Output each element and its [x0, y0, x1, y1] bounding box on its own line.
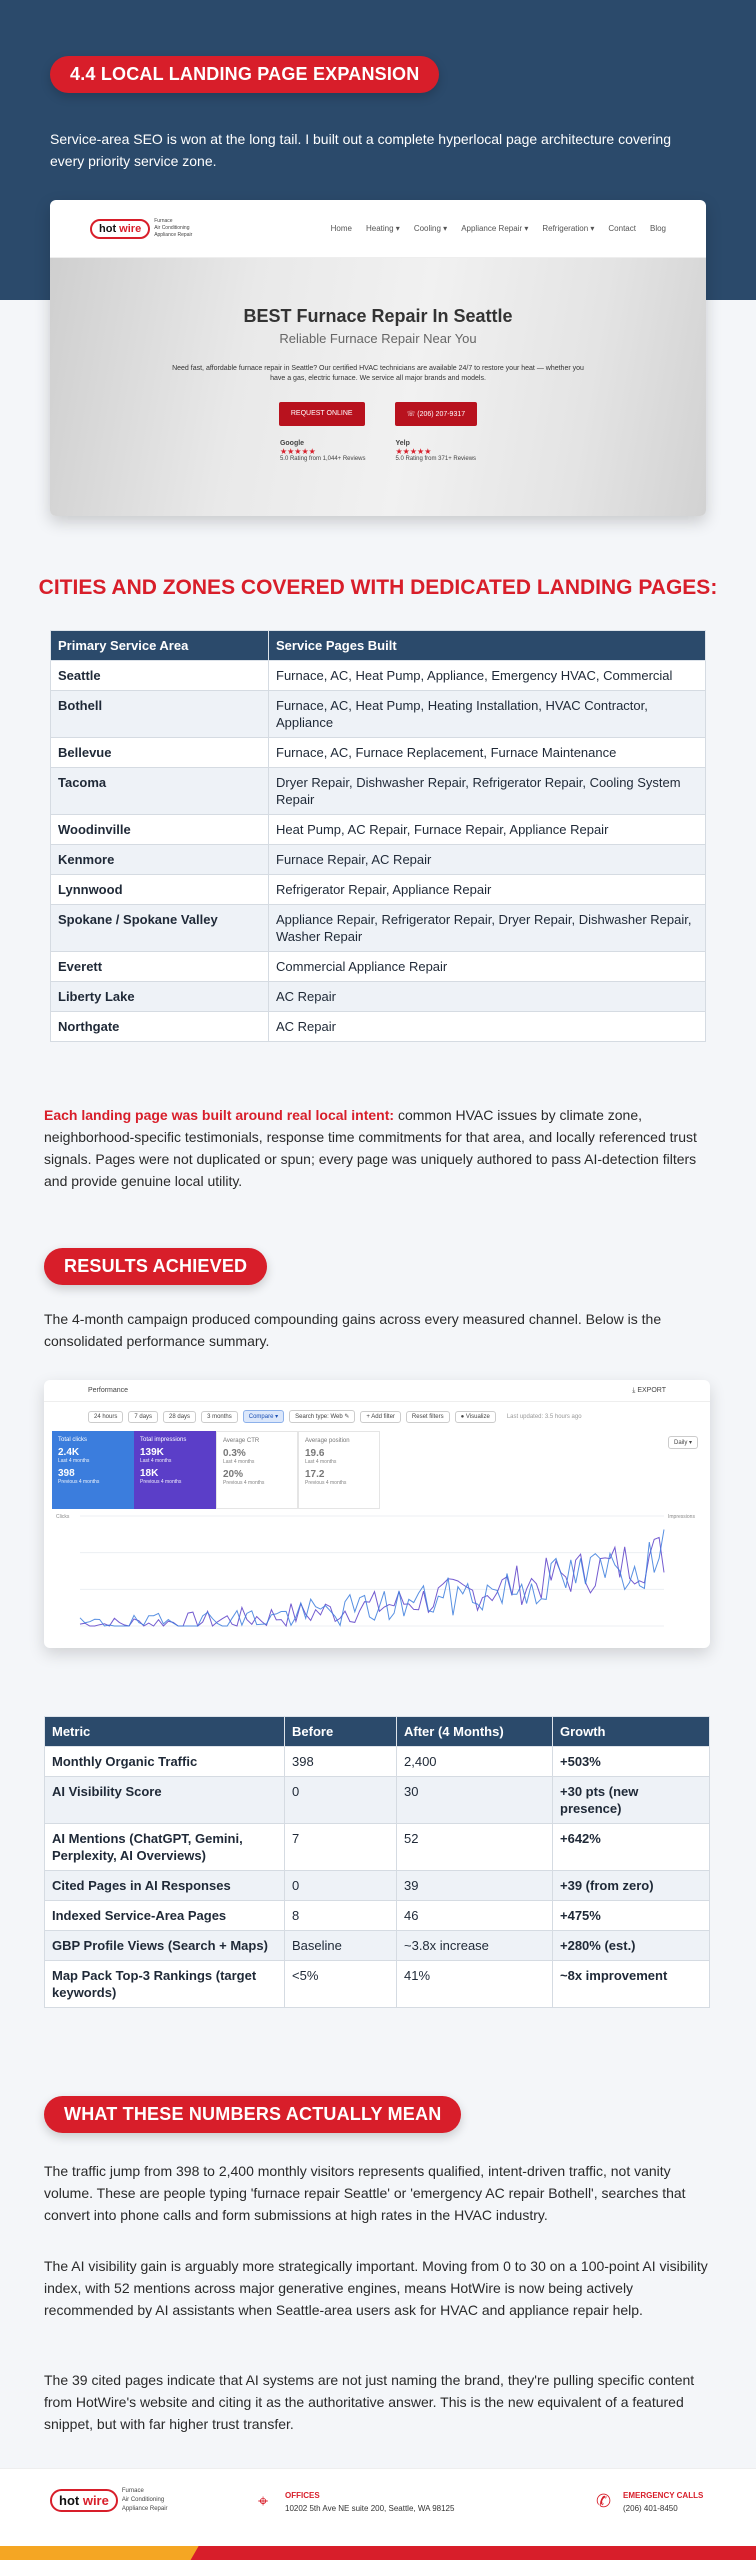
- table-row: [51, 691, 706, 738]
- service-pages-cell: Furnace, AC, Heat Pump, Heating Installation, HVAC Contractor, Appliance: [269, 691, 706, 738]
- landing-intent-note: Each landing page was built around real local intent: common HVAC issues by climate zone, neighborhood-specific testimonials, response time commitments for that area, and locally referenced trust signals. Pages were not duplicated or spun; every page was uniquely authored to pass AI-detection filters and provide genuine local utility.: [44, 1107, 697, 1189]
- logo-badge: hot wire: [90, 219, 150, 239]
- table-row: [51, 982, 706, 1012]
- growth-cell: +475%: [553, 1901, 710, 1931]
- table-row: [51, 1012, 706, 1042]
- before-cell: 8: [285, 1901, 397, 1931]
- table-row: [45, 1901, 710, 1931]
- site-nav-item[interactable]: Blog: [649, 224, 666, 233]
- cities-section-title: CITIES AND ZONES COVERED WITH DEDICATED LANDING PAGES:: [38, 576, 718, 599]
- metric-prev-value: 17.2: [305, 1469, 325, 1480]
- metric-prev-sub: Previous 4 months: [305, 1480, 347, 1486]
- site-hero-description: Need fast, affordable furnace repair in Seattle? Our certified HVAC technicians are available 24/7 to restore your heat — whether you have a gas, electric furnace. We service all major brands and models.: [172, 365, 584, 382]
- city-cell: Seattle: [51, 661, 269, 691]
- filter-chip[interactable]: 28 days: [163, 1411, 196, 1423]
- city-cell: Everett: [51, 952, 269, 982]
- growth-cell: +280% (est.): [553, 1931, 710, 1961]
- after-cell: 39: [397, 1871, 553, 1901]
- city-cell: Bothell: [51, 691, 269, 738]
- city-cell: Bellevue: [51, 738, 269, 768]
- before-cell: <5%: [285, 1961, 397, 2008]
- city-cell: Tacoma: [51, 768, 269, 815]
- filter-chip[interactable]: 3 months: [201, 1411, 238, 1423]
- site-nav-item[interactable]: Contact: [608, 224, 636, 233]
- metric-card[interactable]: [298, 1431, 380, 1509]
- before-cell: 0: [285, 1777, 397, 1824]
- call-phone-button[interactable]: ☏ (206) 207-9317: [395, 402, 478, 426]
- granularity-dropdown[interactable]: Daily ▾: [668, 1436, 698, 1449]
- filter-chip[interactable]: ● Visualize: [455, 1411, 496, 1423]
- footer-logo-badge: hot wire: [50, 2489, 118, 2512]
- site-hero-subtitle: Reliable Furnace Repair Near You: [279, 331, 477, 346]
- site-logo[interactable]: [90, 218, 192, 239]
- growth-cell: +39 (from zero): [553, 1871, 710, 1901]
- metric-label: Total impressions: [140, 1437, 187, 1443]
- metric-label: Average position: [305, 1438, 350, 1444]
- site-nav-item[interactable]: Heating ▾: [366, 224, 400, 233]
- metric-sub: Last 4 months: [140, 1458, 172, 1464]
- after-cell: 2,400: [397, 1747, 553, 1777]
- results-intro: The 4-month campaign produced compounding gains across every measured channel. Below is the consolidated performance summary.: [44, 1311, 662, 1349]
- performance-chart: [52, 1508, 702, 1638]
- clicks-line: [80, 1530, 664, 1627]
- site-nav-links: [331, 224, 666, 233]
- growth-cell: +503%: [553, 1747, 710, 1777]
- table-row: [45, 1824, 710, 1871]
- logo-tagline: Furnace Air Conditioning Appliance Repair: [154, 218, 193, 238]
- cities-header-area: Primary Service Area: [51, 631, 269, 661]
- metric-label: Average CTR: [223, 1438, 260, 1444]
- location-pin-icon: ⌖: [258, 2491, 269, 2511]
- phone-icon: ✆: [596, 2491, 612, 2511]
- table-row: [51, 815, 706, 845]
- metric-prev-sub: Previous 4 months: [140, 1479, 182, 1485]
- metric-value: 0.3%: [223, 1448, 246, 1459]
- metric-prev-value: 398: [58, 1468, 75, 1479]
- service-pages-cell: Appliance Repair, Refrigerator Repair, Dryer Repair, Dishwasher Repair, Washer Repair: [269, 905, 706, 952]
- table-row: [45, 1871, 710, 1901]
- footer: [0, 2468, 756, 2560]
- cities-table: [50, 630, 706, 1042]
- filter-chip[interactable]: Search type: Web ✎: [289, 1410, 355, 1423]
- service-pages-cell: Furnace, AC, Furnace Replacement, Furnace Maintenance: [269, 738, 706, 768]
- yelp-stars: ★★★★★: [395, 447, 432, 456]
- metric-prev-sub: Previous 4 months: [223, 1480, 265, 1486]
- service-pages-cell: Commercial Appliance Repair: [269, 952, 706, 982]
- before-cell: 0: [285, 1871, 397, 1901]
- section-pill-local-landing: 4.4 LOCAL LANDING PAGE EXPANSION: [50, 56, 439, 93]
- metric-cell: Cited Pages in AI Responses: [45, 1871, 285, 1901]
- service-pages-cell: Refrigerator Repair, Appliance Repair: [269, 875, 706, 905]
- section-pill-results: RESULTS ACHIEVED: [44, 1248, 267, 1285]
- meaning-paragraph-3: The 39 cited pages indicate that AI systems are not just naming the brand, they're pulling specific content from HotWire's website and citing it as the authoritative answer. This is the new equivalent of a featured snippet, but with far higher trust transfer.: [44, 2372, 695, 2432]
- table-row: [51, 661, 706, 691]
- service-pages-cell: AC Repair: [269, 1012, 706, 1042]
- filter-chip[interactable]: Compare ▾: [243, 1410, 284, 1423]
- after-cell: 41%: [397, 1961, 553, 2008]
- metrics-header-growth: Growth: [553, 1717, 710, 1747]
- section-intro: Service-area SEO is won at the long tail. I built out a complete hyperlocal page architecture covering every priority service zone.: [50, 131, 671, 169]
- before-cell: 398: [285, 1747, 397, 1777]
- filter-chip[interactable]: 7 days: [128, 1411, 158, 1423]
- after-cell: 52: [397, 1824, 553, 1871]
- metric-sub: Last 4 months: [305, 1459, 337, 1465]
- section-pill-meaning: WHAT THESE NUMBERS ACTUALLY MEAN: [44, 2096, 461, 2133]
- site-hero-title: BEST Furnace Repair In Seattle: [243, 306, 513, 326]
- metric-label: Total clicks: [58, 1437, 88, 1443]
- table-row: [45, 1747, 710, 1777]
- table-row: [51, 952, 706, 982]
- service-pages-cell: AC Repair: [269, 982, 706, 1012]
- site-hero: [50, 258, 706, 516]
- footer-logo[interactable]: [50, 2487, 168, 2514]
- site-nav-item[interactable]: Home: [330, 224, 352, 233]
- metric-prev-value: 18K: [140, 1468, 159, 1479]
- city-cell: Woodinville: [51, 815, 269, 845]
- city-cell: Spokane / Spokane Valley: [51, 905, 269, 952]
- metric-card[interactable]: [134, 1431, 216, 1509]
- y-axis-left-label: Clicks: [56, 1514, 70, 1520]
- city-cell: Liberty Lake: [51, 982, 269, 1012]
- site-nav-item[interactable]: Appliance Repair ▾: [461, 224, 529, 233]
- after-cell: 30: [397, 1777, 553, 1824]
- brand-wire: wire: [82, 2493, 109, 2508]
- metric-cell: Monthly Organic Traffic: [45, 1747, 285, 1777]
- after-cell: 46: [397, 1901, 553, 1931]
- growth-cell: +642%: [553, 1824, 710, 1871]
- service-pages-cell: Dryer Repair, Dishwasher Repair, Refrigerator Repair, Cooling System Repair: [269, 768, 706, 815]
- after-cell: ~3.8x increase: [397, 1931, 553, 1961]
- growth-cell: ~8x improvement: [553, 1961, 710, 2008]
- table-row: [45, 1931, 710, 1961]
- request-online-button[interactable]: REQUEST ONLINE: [279, 402, 365, 426]
- city-cell: Kenmore: [51, 845, 269, 875]
- metric-sub: Last 4 months: [223, 1459, 255, 1465]
- last-updated: Last updated: 3.5 hours ago: [506, 1413, 582, 1420]
- google-rating: Google ★★★★★ 5.0 Rating from 1,044+ Reviews: [279, 440, 366, 462]
- metric-cell: GBP Profile Views (Search + Maps): [45, 1931, 285, 1961]
- footer-offices: OFFICES 10202 5th Ave NE suite 200, Seattle, WA 98125: [285, 2491, 455, 2513]
- metric-card[interactable]: [216, 1431, 298, 1509]
- google-stars: ★★★★★: [279, 447, 316, 456]
- city-cell: Lynnwood: [51, 875, 269, 905]
- metric-value: 139K: [140, 1447, 164, 1458]
- before-cell: Baseline: [285, 1931, 397, 1961]
- meaning-paragraph-2: The AI visibility gain is arguably more strategically important. Moving from 0 to 30 on a 100-point AI visibility index, with 52 mentions across major generative engines, means HotWire is now being actively recommended by AI assistants when Seattle-area users ask for HVAC and appliance repair help.: [44, 2258, 708, 2318]
- metrics-header-metric: Metric: [45, 1717, 285, 1747]
- service-pages-cell: Furnace, AC, Heat Pump, Appliance, Emergency HVAC, Commercial: [269, 661, 706, 691]
- metric-cell: Map Pack Top-3 Rankings (target keywords): [45, 1961, 285, 2008]
- city-cell: Northgate: [51, 1012, 269, 1042]
- before-cell: 7: [285, 1824, 397, 1871]
- website-preview: [50, 200, 706, 516]
- service-pages-cell: Furnace Repair, AC Repair: [269, 845, 706, 875]
- y-axis-right-label: Impressions: [668, 1514, 695, 1520]
- filter-chip[interactable]: 24 hours: [88, 1411, 123, 1423]
- metric-value: 19.6: [305, 1448, 325, 1459]
- metric-prev-sub: Previous 4 months: [58, 1479, 100, 1485]
- metric-value: 2.4K: [58, 1447, 80, 1458]
- emergency-phone-link[interactable]: (206) 401-8450: [623, 2504, 678, 2513]
- site-nav-item[interactable]: Cooling ▾: [413, 224, 448, 233]
- meaning-paragraph-1: The traffic jump from 398 to 2,400 monthly visitors represents qualified, intent-driven traffic, not vanity volume. These are people typing 'furnace repair Seattle' or 'emergency AC repair Bothell', searches that convert into phone calls and form submissions at high rates in the HVAC industry.: [44, 2163, 686, 2223]
- metrics-header-before: Before: [285, 1717, 397, 1747]
- table-row: [45, 1961, 710, 2008]
- table-row: [51, 875, 706, 905]
- table-row: [45, 1777, 710, 1824]
- table-row: [51, 738, 706, 768]
- performance-metric-cards: [44, 1423, 710, 1509]
- metric-cell: Indexed Service-Area Pages: [45, 1901, 285, 1931]
- performance-filters: [44, 1402, 710, 1423]
- service-pages-cell: Heat Pump, AC Repair, Furnace Repair, Appliance Repair: [269, 815, 706, 845]
- footer-logo-tagline: Furnace Air Conditioning Appliance Repair: [121, 2488, 168, 2512]
- filter-chip[interactable]: Reset filters: [406, 1411, 450, 1423]
- table-row: [51, 768, 706, 815]
- metric-sub: Last 4 months: [58, 1458, 90, 1464]
- footer-stripe-red: [190, 2546, 756, 2560]
- performance-panel: [44, 1380, 710, 1648]
- site-nav: [50, 200, 706, 258]
- metric-prev-value: 20%: [223, 1469, 244, 1480]
- growth-cell: +30 pts (new presence): [553, 1777, 710, 1824]
- metric-cell: AI Visibility Score: [45, 1777, 285, 1824]
- brand-wire: wire: [119, 222, 142, 235]
- site-nav-item[interactable]: Refrigeration ▾: [542, 224, 595, 233]
- metric-cell: AI Mentions (ChatGPT, Gemini, Perplexity, AI Overviews): [45, 1824, 285, 1871]
- performance-title: Performance: [88, 1387, 129, 1394]
- metric-card[interactable]: [52, 1431, 134, 1509]
- metrics-table: [44, 1716, 710, 2008]
- export-button[interactable]: ⤓ EXPORT: [632, 1386, 666, 1394]
- metrics-header-after: After (4 Months): [397, 1717, 553, 1747]
- table-row: [51, 905, 706, 952]
- filter-chip[interactable]: + Add filter: [360, 1411, 401, 1423]
- cities-header-pages: Service Pages Built: [269, 631, 706, 661]
- footer-emergency: EMERGENCY CALLS (206) 401-8450: [623, 2491, 704, 2513]
- yelp-rating: Yelp ★★★★★ 5.0 Rating from 371+ Reviews: [395, 440, 477, 462]
- footer-stripe-yellow: [0, 2546, 200, 2560]
- table-row: [51, 845, 706, 875]
